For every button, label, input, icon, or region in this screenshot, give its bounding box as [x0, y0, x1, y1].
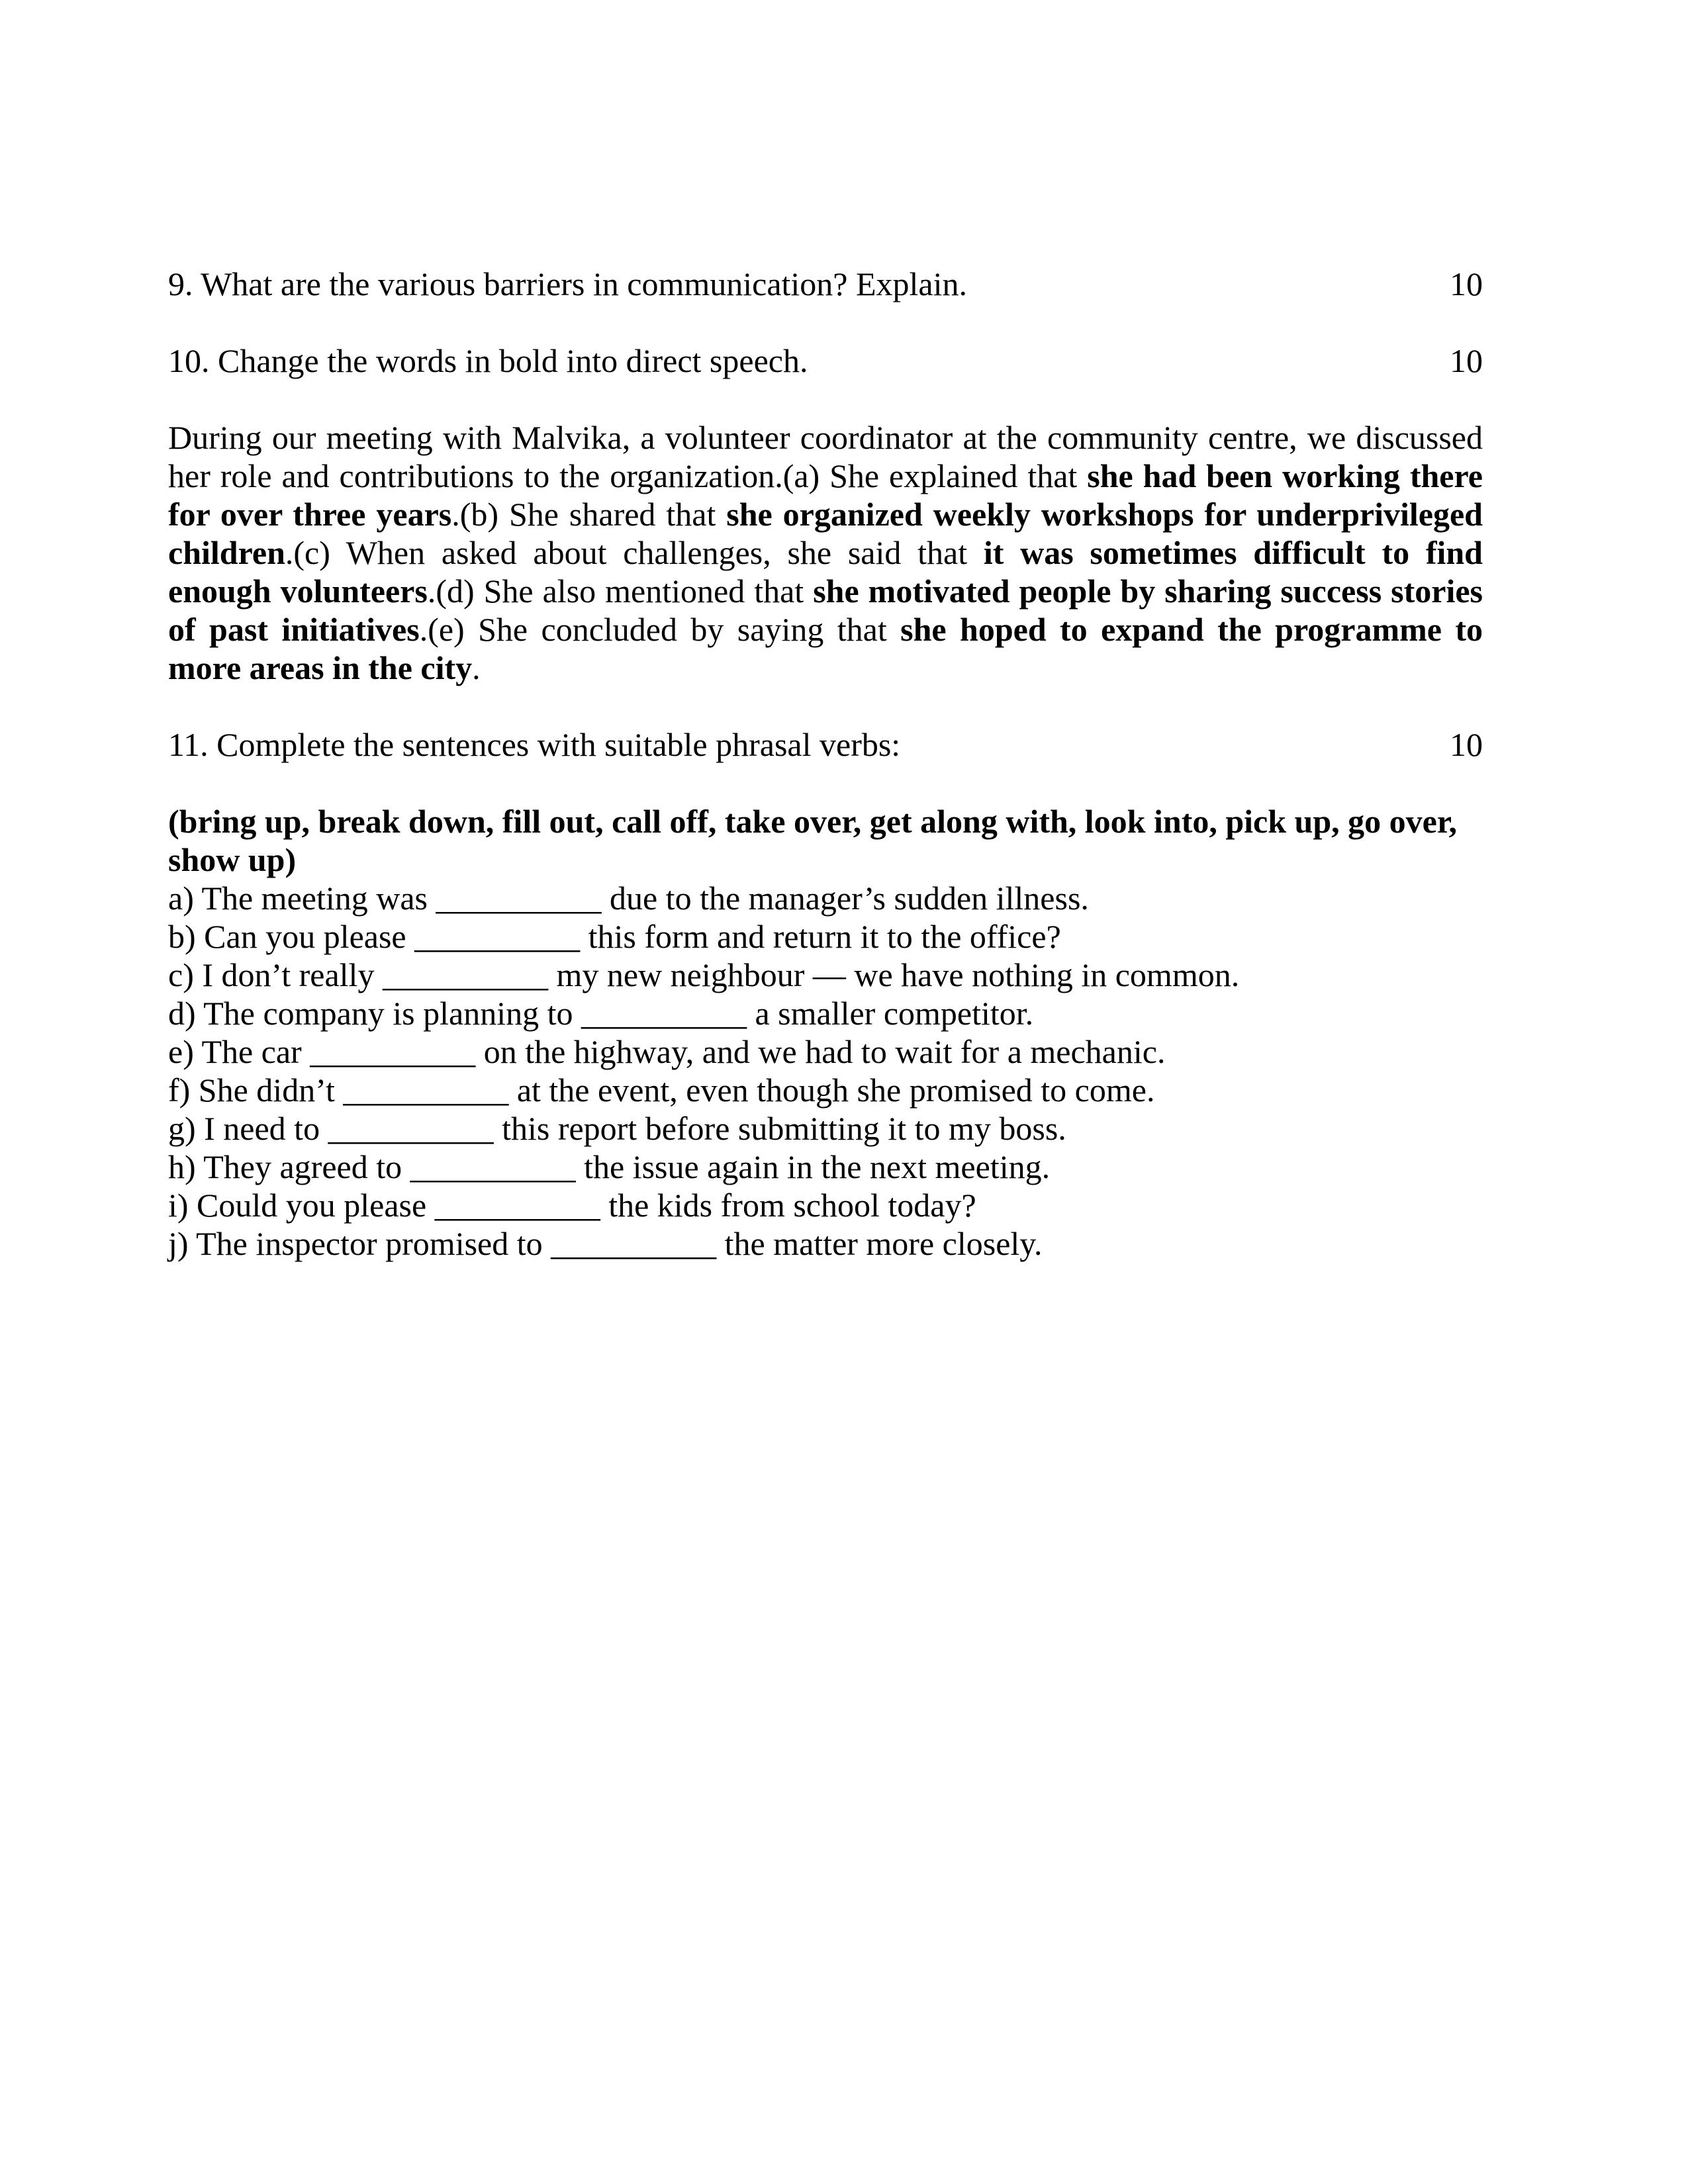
- passage-text-segment: .: [472, 649, 481, 686]
- exercise-item-g: g) I need to __________ this report before submitting it to my boss.: [168, 1110, 1066, 1147]
- question-9-marks: 10: [1450, 265, 1483, 302]
- question-11-text: 11. Complete the sentences with suitable phrasal verbs:: [168, 726, 901, 763]
- exercise-item-e: e) The car __________ on the highway, and we had to wait for a mechanic.: [168, 1033, 1166, 1070]
- passage-bold-segment: she organized weekly workshops for underprivileged children: [168, 496, 1483, 571]
- exercise-item-c: c) I don’t really __________ my new neighbour — we have nothing in common.: [168, 956, 1240, 993]
- passage-text-segment: .(e) She concluded by saying that: [419, 611, 901, 648]
- exercise-item-a: a) The meeting was __________ due to the manager’s sudden illness.: [168, 880, 1089, 917]
- question-9-row: [168, 265, 1483, 303]
- question-11-marks: 10: [1450, 726, 1483, 763]
- question-11-row: [168, 725, 1483, 764]
- passage-text-segment: During our meeting with Malvika, a volunteer coordinator at the community centre, we discussed her role and contributions to the organization.(a) She explained that: [168, 419, 1483, 494]
- passage-bold-segment: it was sometimes difficult to find enough volunteers: [168, 534, 1483, 610]
- phrasal-verb-word-bank: (bring up, break down, fill out, call off, take over, get along with, look into, pick up, go over, show up): [168, 803, 1457, 878]
- question-10-text: 10. Change the words in bold into direct speech.: [168, 342, 808, 379]
- passage-text-segment: .(b) She shared that: [451, 496, 727, 533]
- passage-bold-segment: she hoped to expand the programme to more areas in the city: [168, 611, 1483, 686]
- question-10-row: [168, 341, 1483, 380]
- passage-bold-segment: she motivated people by sharing success stories of past initiatives: [168, 572, 1483, 648]
- exercise-item-i: i) Could you please __________ the kids from school today?: [168, 1187, 976, 1224]
- exercise-item-f: f) She didn’t __________ at the event, even though she promised to come.: [168, 1071, 1155, 1109]
- exercise-item-j: j) The inspector promised to __________ the matter more closely.: [168, 1225, 1043, 1262]
- exercise-item-h: h) They agreed to __________ the issue again in the next meeting.: [168, 1148, 1051, 1185]
- passage-bold-segment: she had been working there for over three years: [168, 457, 1483, 533]
- exercise-list: [168, 879, 1483, 1263]
- question-10-marks: 10: [1450, 342, 1483, 379]
- passage-text-segment: .(d) She also mentioned that: [427, 572, 814, 610]
- exercise-item-d: d) The company is planning to __________ a smaller competitor.: [168, 995, 1034, 1032]
- question-9-text: 9. What are the various barriers in communication? Explain.: [168, 265, 968, 302]
- exercise-item-b: b) Can you please __________ this form and return it to the office?: [168, 918, 1061, 955]
- passage-text-segment: .(c) When asked about challenges, she said that: [285, 534, 984, 571]
- direct-speech-passage: [168, 418, 1483, 687]
